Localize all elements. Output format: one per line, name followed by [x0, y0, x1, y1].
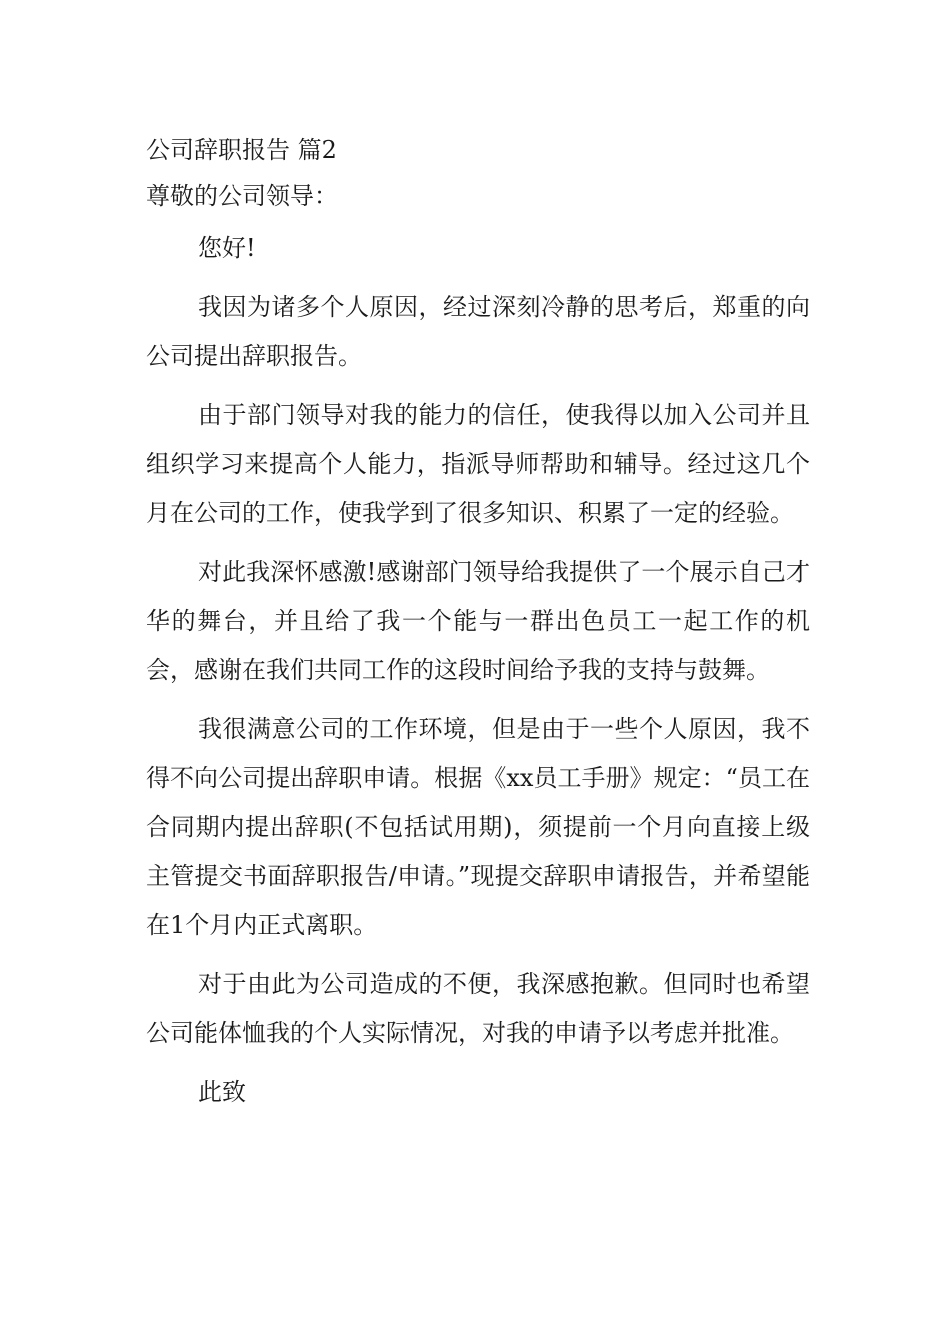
- paragraph-apology: 对于由此为公司造成的不便，我深感抱歉。但同时也希望公司能体恤我的个人实际情况，对我的申请予以考虑并批准。: [146, 970, 810, 1047]
- document-title: 公司辞职报告 篇2: [146, 136, 337, 164]
- paragraph-reason: 我因为诸多个人原因，经过深刻冷静的思考后，郑重的向公司提出辞职报告。: [146, 293, 810, 370]
- paragraph-resignation-request: 我很满意公司的工作环境，但是由于一些个人原因，我不得不向公司提出辞职申请。根据《xx员工手册》规定：“员工在合同期内提出辞职(不包括试用期)，须提前一个月向直接上级主管提交书面辞职报告/申请。”现提交辞职申请报告，并希望能在1个月内正式离职。: [146, 715, 810, 939]
- paragraph-closing: 此致: [198, 1078, 246, 1106]
- paragraph-trust: 由于部门领导对我的能力的信任，使我得以加入公司并且组织学习来提高个人能力，指派导师帮助和辅导。经过这几个月在公司的工作，使我学到了很多知识、积累了一定的经验。: [146, 401, 810, 527]
- salutation: 尊敬的公司领导：: [146, 182, 338, 210]
- paragraph-greeting: 您好!: [198, 234, 256, 262]
- paragraph-gratitude: 对此我深怀感激!感谢部门领导给我提供了一个展示自己才华的舞台，并且给了我一个能与一群出色员工一起工作的机会，感谢在我们共同工作的这段时间给予我的支持与鼓舞。: [146, 558, 810, 684]
- document-body: [146, 128, 810, 1127]
